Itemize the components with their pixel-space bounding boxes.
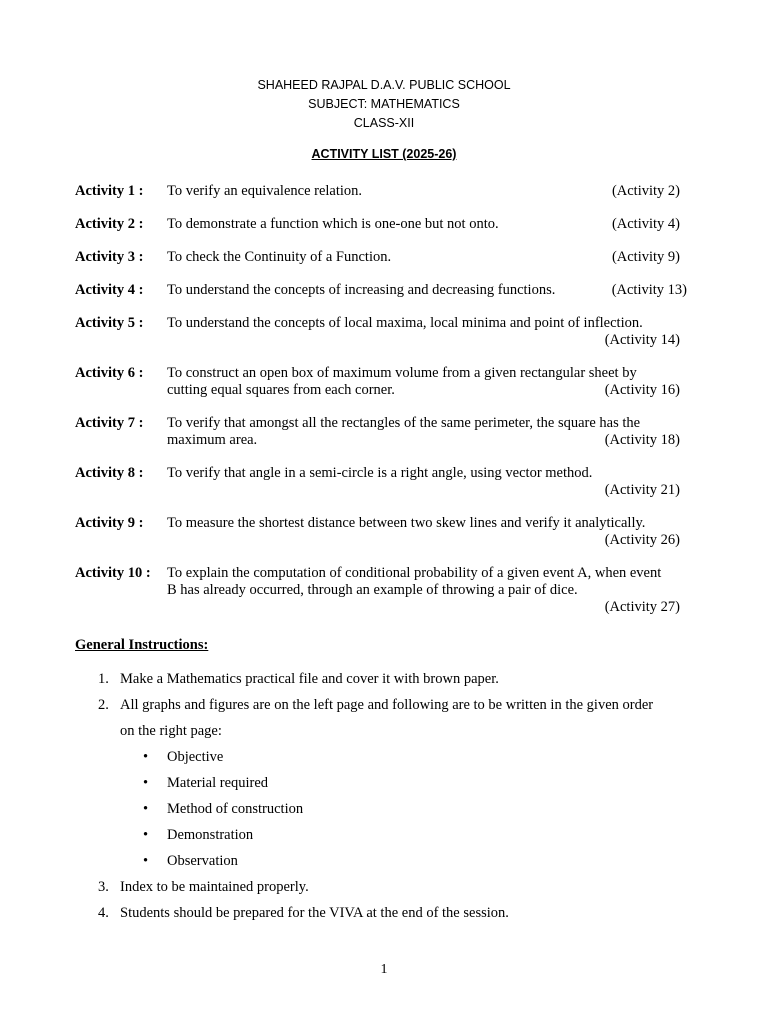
bullet-icon: • [143, 853, 149, 869]
activity-description-continued: maximum area. [167, 432, 258, 448]
bullet-text: Demonstration [167, 827, 254, 843]
bullet-item [75, 770, 695, 796]
instruction-item-4 [75, 900, 695, 926]
activity-description: To verify that amongst all the rectangles of the same perimeter, the square has the [167, 415, 641, 431]
activity-item-4 [75, 282, 695, 299]
activity-item-5 [75, 315, 695, 349]
bullet-icon: • [143, 801, 149, 817]
subject-line: SUBJECT: MATHEMATICS [308, 97, 460, 111]
bullet-item [75, 796, 695, 822]
bullet-text: Method of construction [167, 801, 304, 817]
instruction-number: 3. [98, 879, 109, 895]
bullet-text: Observation [167, 853, 238, 869]
activity-description: To verify an equivalence relation. [167, 183, 363, 199]
bullet-icon: • [143, 749, 149, 765]
bullet-icon: • [143, 827, 149, 843]
activity-label: Activity 10 : [75, 565, 151, 581]
activity-description: To verify that angle in a semi-circle is a right angle, using vector method. [167, 465, 593, 481]
activity-label: Activity 2 : [75, 216, 144, 232]
instruction-text: All graphs and figures are on the left page and following are to be written in the given order [120, 697, 654, 713]
activity-item-7 [75, 415, 695, 449]
activity-reference: (Activity 13) [611, 282, 687, 298]
activity-label: Activity 4 : [75, 282, 144, 298]
activity-description: To check the Continuity of a Function. [167, 249, 392, 265]
activity-label: Activity 8 : [75, 465, 144, 481]
activity-reference: (Activity 2) [611, 183, 680, 199]
activity-label: Activity 1 : [75, 183, 144, 199]
activity-reference: (Activity 4) [611, 216, 680, 232]
activity-item-8 [75, 465, 695, 499]
bullet-item [75, 822, 695, 848]
activity-item-6 [75, 365, 695, 399]
activity-label: Activity 3 : [75, 249, 144, 265]
bullet-item [75, 744, 695, 770]
activity-list [75, 183, 695, 632]
activity-label: Activity 5 : [75, 315, 144, 331]
activity-description: To understand the concepts of increasing and decreasing functions. [167, 282, 556, 298]
instruction-text: Index to be maintained properly. [120, 879, 309, 895]
instruction-text-continued: on the right page: [120, 723, 222, 739]
activity-reference: (Activity 16) [604, 382, 680, 398]
school-name: SHAHEED RAJPAL D.A.V. PUBLIC SCHOOL [257, 78, 511, 92]
instruction-text: Make a Mathematics practical file and cover it with brown paper. [120, 671, 499, 687]
activity-item-3 [75, 249, 695, 266]
bullet-item [75, 848, 695, 874]
activity-label: Activity 9 : [75, 515, 144, 531]
activity-item-1 [75, 183, 695, 200]
activity-description-continued: B has already occurred, through an example of throwing a pair of dice. [167, 582, 578, 598]
activity-item-9 [75, 515, 695, 549]
activity-label: Activity 7 : [75, 415, 144, 431]
activity-description-continued: cutting equal squares from each corner. [167, 382, 395, 398]
activity-reference: (Activity 26) [604, 532, 680, 548]
activity-reference: (Activity 21) [604, 482, 680, 498]
instruction-number: 2. [98, 697, 109, 713]
instruction-text: Students should be prepared for the VIVA at the end of the session. [120, 905, 509, 921]
activity-description: To explain the computation of conditional probability of a given event A, when event [167, 565, 662, 581]
activity-item-10 [75, 565, 695, 616]
general-instructions-title: General Instructions: [75, 637, 209, 653]
activity-reference: (Activity 18) [604, 432, 680, 448]
document-header [0, 76, 768, 133]
activity-label: Activity 6 : [75, 365, 144, 381]
activity-description: To understand the concepts of local maxima, local minima and point of inflection. [167, 315, 643, 331]
bullet-text: Objective [167, 749, 224, 765]
activity-description: To demonstrate a function which is one-one but not onto. [167, 216, 499, 232]
activity-reference: (Activity 9) [611, 249, 680, 265]
class-line: CLASS-XII [353, 116, 415, 130]
instruction-number: 1. [98, 671, 109, 687]
general-instructions-list [75, 666, 695, 926]
activity-description: To construct an open box of maximum volume from a given rectangular sheet by [167, 365, 637, 381]
bullet-icon: • [143, 775, 149, 791]
instruction-number: 4. [98, 905, 109, 921]
activity-reference: (Activity 14) [604, 332, 680, 348]
instruction-item-3 [75, 874, 695, 900]
activity-item-2 [75, 216, 695, 233]
instruction-item-1 [75, 666, 695, 692]
bullet-text: Material required [167, 775, 269, 791]
activity-description: To measure the shortest distance between two skew lines and verify it analytically. [167, 515, 646, 531]
instruction-item-2 [75, 692, 695, 744]
page-number: 1 [380, 962, 388, 977]
activity-list-title: ACTIVITY LIST (2025-26) [311, 147, 457, 161]
activity-reference: (Activity 27) [604, 599, 680, 615]
